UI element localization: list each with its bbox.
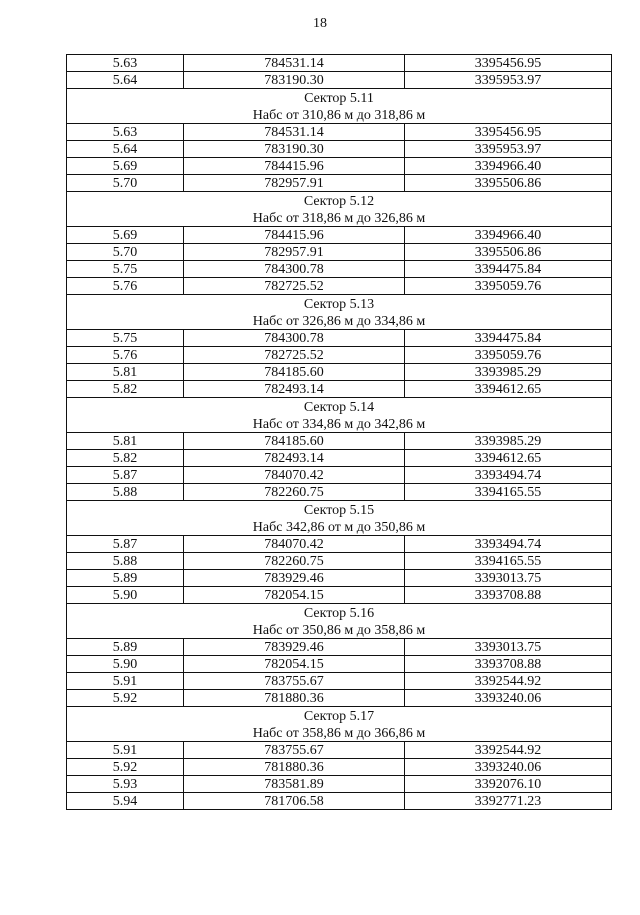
- x-coordinate-cell: 783755.67: [184, 742, 405, 759]
- x-coordinate-cell: 782493.14: [184, 381, 405, 398]
- table-row: [67, 278, 612, 295]
- table-row: [67, 244, 612, 261]
- sector-range: Набс от 318,86 м до 326,86 м: [67, 209, 612, 227]
- table-row: [67, 570, 612, 587]
- table-row: [67, 347, 612, 364]
- x-coordinate-cell: 784070.42: [184, 467, 405, 484]
- table-row: [67, 793, 612, 810]
- sector-title-row: [67, 192, 612, 210]
- table-row: [67, 467, 612, 484]
- sector-range: Набс 342,86 от м до 350,86 м: [67, 518, 612, 536]
- table-row: [67, 72, 612, 89]
- point-number-cell: 5.91: [67, 673, 184, 690]
- point-number-cell: 5.92: [67, 690, 184, 707]
- y-coordinate-cell: 3394612.65: [405, 450, 612, 467]
- table-row: [67, 141, 612, 158]
- x-coordinate-cell: 782054.15: [184, 656, 405, 673]
- x-coordinate-cell: 782260.75: [184, 553, 405, 570]
- y-coordinate-cell: 3393494.74: [405, 467, 612, 484]
- point-number-cell: 5.88: [67, 553, 184, 570]
- table-row: [67, 553, 612, 570]
- table-row: [67, 484, 612, 501]
- sector-range-row: [67, 415, 612, 433]
- sector-title: Сектор 5.14: [67, 398, 612, 416]
- point-number-cell: 5.81: [67, 433, 184, 450]
- sector-range-row: [67, 518, 612, 536]
- y-coordinate-cell: 3392544.92: [405, 673, 612, 690]
- table-row: [67, 690, 612, 707]
- table-row: [67, 158, 612, 175]
- point-number-cell: 5.75: [67, 330, 184, 347]
- x-coordinate-cell: 784415.96: [184, 158, 405, 175]
- point-number-cell: 5.92: [67, 759, 184, 776]
- table-row: [67, 450, 612, 467]
- sector-title-row: [67, 501, 612, 519]
- x-coordinate-cell: 782260.75: [184, 484, 405, 501]
- point-number-cell: 5.87: [67, 467, 184, 484]
- point-number-cell: 5.90: [67, 656, 184, 673]
- point-number-cell: 5.69: [67, 158, 184, 175]
- x-coordinate-cell: 782725.52: [184, 347, 405, 364]
- y-coordinate-cell: 3395506.86: [405, 175, 612, 192]
- sector-range-row: [67, 209, 612, 227]
- sector-title: Сектор 5.13: [67, 295, 612, 313]
- y-coordinate-cell: 3392544.92: [405, 742, 612, 759]
- table-row: [67, 656, 612, 673]
- point-number-cell: 5.93: [67, 776, 184, 793]
- table-row: [67, 381, 612, 398]
- y-coordinate-cell: 3393240.06: [405, 690, 612, 707]
- sector-range-row: [67, 106, 612, 124]
- point-number-cell: 5.89: [67, 570, 184, 587]
- x-coordinate-cell: 781880.36: [184, 690, 405, 707]
- point-number-cell: 5.76: [67, 347, 184, 364]
- x-coordinate-cell: 783190.30: [184, 72, 405, 89]
- y-coordinate-cell: 3393985.29: [405, 364, 612, 381]
- y-coordinate-cell: 3395953.97: [405, 72, 612, 89]
- x-coordinate-cell: 782957.91: [184, 244, 405, 261]
- x-coordinate-cell: 781880.36: [184, 759, 405, 776]
- x-coordinate-cell: 784300.78: [184, 330, 405, 347]
- x-coordinate-cell: 784185.60: [184, 433, 405, 450]
- sector-range: Набс от 334,86 м до 342,86 м: [67, 415, 612, 433]
- sector-range: Набс от 358,86 м до 366,86 м: [67, 724, 612, 742]
- point-number-cell: 5.63: [67, 124, 184, 141]
- x-coordinate-cell: 782493.14: [184, 450, 405, 467]
- table-row: [67, 673, 612, 690]
- table-row: [67, 227, 612, 244]
- point-number-cell: 5.88: [67, 484, 184, 501]
- point-number-cell: 5.64: [67, 141, 184, 158]
- y-coordinate-cell: 3394165.55: [405, 484, 612, 501]
- x-coordinate-cell: 784300.78: [184, 261, 405, 278]
- point-number-cell: 5.81: [67, 364, 184, 381]
- y-coordinate-cell: 3393240.06: [405, 759, 612, 776]
- table-row: [67, 124, 612, 141]
- point-number-cell: 5.64: [67, 72, 184, 89]
- sector-title-row: [67, 295, 612, 313]
- x-coordinate-cell: 784415.96: [184, 227, 405, 244]
- x-coordinate-cell: 782957.91: [184, 175, 405, 192]
- point-number-cell: 5.70: [67, 175, 184, 192]
- x-coordinate-cell: 782054.15: [184, 587, 405, 604]
- y-coordinate-cell: 3394966.40: [405, 158, 612, 175]
- sector-range-row: [67, 621, 612, 639]
- y-coordinate-cell: 3394165.55: [405, 553, 612, 570]
- x-coordinate-cell: 783190.30: [184, 141, 405, 158]
- table-row: [67, 742, 612, 759]
- point-number-cell: 5.69: [67, 227, 184, 244]
- sector-title-row: [67, 707, 612, 725]
- point-number-cell: 5.89: [67, 639, 184, 656]
- sector-title: Сектор 5.11: [67, 89, 612, 107]
- table-row: [67, 330, 612, 347]
- sector-range: Набс от 310,86 м до 318,86 м: [67, 106, 612, 124]
- y-coordinate-cell: 3395953.97: [405, 141, 612, 158]
- point-number-cell: 5.76: [67, 278, 184, 295]
- point-number-cell: 5.63: [67, 55, 184, 72]
- table-row: [67, 639, 612, 656]
- point-number-cell: 5.90: [67, 587, 184, 604]
- y-coordinate-cell: 3393708.88: [405, 656, 612, 673]
- table-row: [67, 364, 612, 381]
- point-number-cell: 5.75: [67, 261, 184, 278]
- point-number-cell: 5.82: [67, 381, 184, 398]
- table-row: [67, 433, 612, 450]
- y-coordinate-cell: 3395456.95: [405, 55, 612, 72]
- x-coordinate-cell: 783755.67: [184, 673, 405, 690]
- point-number-cell: 5.91: [67, 742, 184, 759]
- y-coordinate-cell: 3393494.74: [405, 536, 612, 553]
- sector-title: Сектор 5.17: [67, 707, 612, 725]
- x-coordinate-cell: 781706.58: [184, 793, 405, 810]
- table-row: [67, 776, 612, 793]
- table-row: [67, 759, 612, 776]
- point-number-cell: 5.87: [67, 536, 184, 553]
- y-coordinate-cell: 3395059.76: [405, 278, 612, 295]
- sector-range: Набс от 350,86 м до 358,86 м: [67, 621, 612, 639]
- y-coordinate-cell: 3394612.65: [405, 381, 612, 398]
- point-number-cell: 5.94: [67, 793, 184, 810]
- x-coordinate-cell: 783581.89: [184, 776, 405, 793]
- x-coordinate-cell: 784070.42: [184, 536, 405, 553]
- x-coordinate-cell: 782725.52: [184, 278, 405, 295]
- table-row: [67, 536, 612, 553]
- y-coordinate-cell: 3393013.75: [405, 570, 612, 587]
- coordinates-table: [66, 54, 612, 810]
- coordinates-table-body: [67, 55, 612, 810]
- sector-title: Сектор 5.16: [67, 604, 612, 622]
- y-coordinate-cell: 3395456.95: [405, 124, 612, 141]
- y-coordinate-cell: 3392771.23: [405, 793, 612, 810]
- y-coordinate-cell: 3394475.84: [405, 330, 612, 347]
- table-row: [67, 587, 612, 604]
- y-coordinate-cell: 3394475.84: [405, 261, 612, 278]
- sector-title-row: [67, 89, 612, 107]
- page-number: 18: [313, 16, 327, 31]
- x-coordinate-cell: 784185.60: [184, 364, 405, 381]
- y-coordinate-cell: 3395059.76: [405, 347, 612, 364]
- y-coordinate-cell: 3393985.29: [405, 433, 612, 450]
- sector-title: Сектор 5.15: [67, 501, 612, 519]
- table-row: [67, 261, 612, 278]
- table-row: [67, 55, 612, 72]
- x-coordinate-cell: 784531.14: [184, 55, 405, 72]
- point-number-cell: 5.70: [67, 244, 184, 261]
- sector-range-row: [67, 312, 612, 330]
- point-number-cell: 5.82: [67, 450, 184, 467]
- y-coordinate-cell: 3395506.86: [405, 244, 612, 261]
- x-coordinate-cell: 783929.46: [184, 639, 405, 656]
- sector-title-row: [67, 604, 612, 622]
- sector-title-row: [67, 398, 612, 416]
- sector-range: Набс от 326,86 м до 334,86 м: [67, 312, 612, 330]
- y-coordinate-cell: 3392076.10: [405, 776, 612, 793]
- x-coordinate-cell: 783929.46: [184, 570, 405, 587]
- sector-title: Сектор 5.12: [67, 192, 612, 210]
- x-coordinate-cell: 784531.14: [184, 124, 405, 141]
- table-row: [67, 175, 612, 192]
- y-coordinate-cell: 3394966.40: [405, 227, 612, 244]
- sector-range-row: [67, 724, 612, 742]
- y-coordinate-cell: 3393013.75: [405, 639, 612, 656]
- y-coordinate-cell: 3393708.88: [405, 587, 612, 604]
